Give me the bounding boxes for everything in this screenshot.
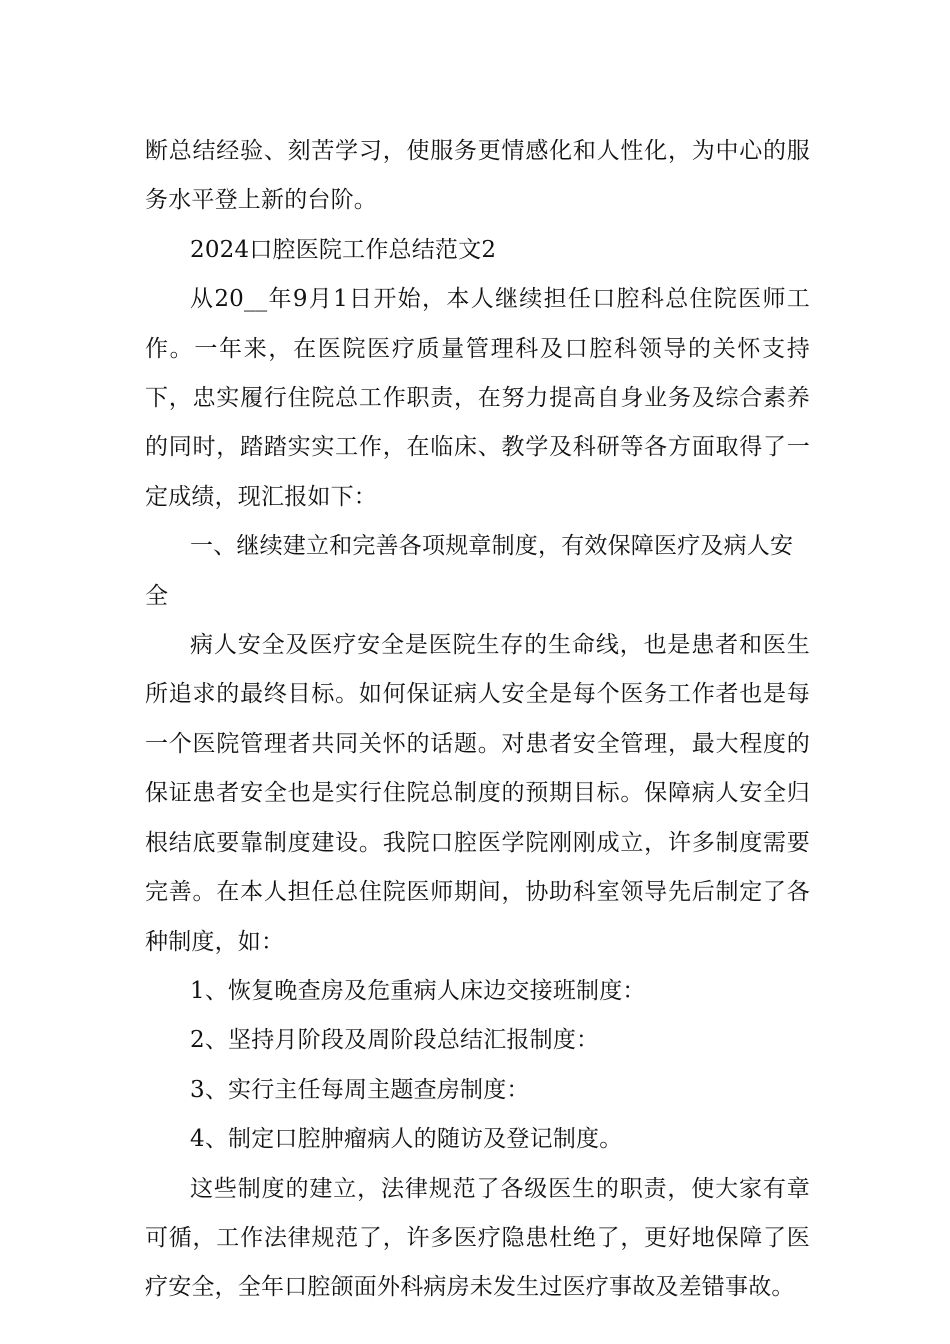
document-body: [145, 127, 810, 1313]
paragraph-conclusion: 这些制度的建立，法律规范了各级医生的职责，使大家有章可循，工作法律规范了，许多医疗隐患杜绝了，更好地保障了医疗安全，全年口腔颌面外科病房未发生过医疗事故及差错事故。: [145, 1175, 810, 1301]
list-item: 4、制定口腔肿瘤病人的随访及登记制度。: [190, 1126, 623, 1153]
paragraph-safety: 病人安全及医疗安全是医院生存的生命线，也是患者和医生所追求的最终目标。如何保证病人安全是每个医务工作者也是每一个医院管理者共同关怀的话题。对患者安全管理，最大程度的保证患者安全也是实行住院总制度的预期目标。保障病人安全归根结底要靠制度建设。我院口腔医学院刚刚成立，许多制度需要完善。在本人担任总住院医师期间，协助科室领导先后制定了各种制度，如：: [145, 632, 810, 955]
list-item: 3、实行主任每周主题查房制度：: [190, 1076, 530, 1103]
section-heading: 一、继续建立和完善各项规章制度，有效保障医疗及病人安全: [145, 533, 794, 609]
paragraph-continuation: 断总结经验、刻苦学习，使服务更情感化和人性化，为中心的服务水平登上新的台阶。: [145, 138, 810, 214]
document-title: 2024口腔医院工作总结范文2: [190, 236, 497, 263]
list-item: 2、坚持月阶段及周阶段总结汇报制度：: [190, 1027, 600, 1054]
list-item: 1、恢复晚查房及危重病人床边交接班制度：: [190, 977, 646, 1004]
paragraph-intro: 从20__年9月1日开始，本人继续担任口腔科总住院医师工作。一年来，在医院医疗质量管理科及口腔科领导的关怀支持下，忠实履行住院总工作职责，在努力提高自身业务及综合素养的同时，踏踏实实工作，在临床、教学及科研等各方面取得了一定成绩，现汇报如下：: [145, 286, 810, 510]
